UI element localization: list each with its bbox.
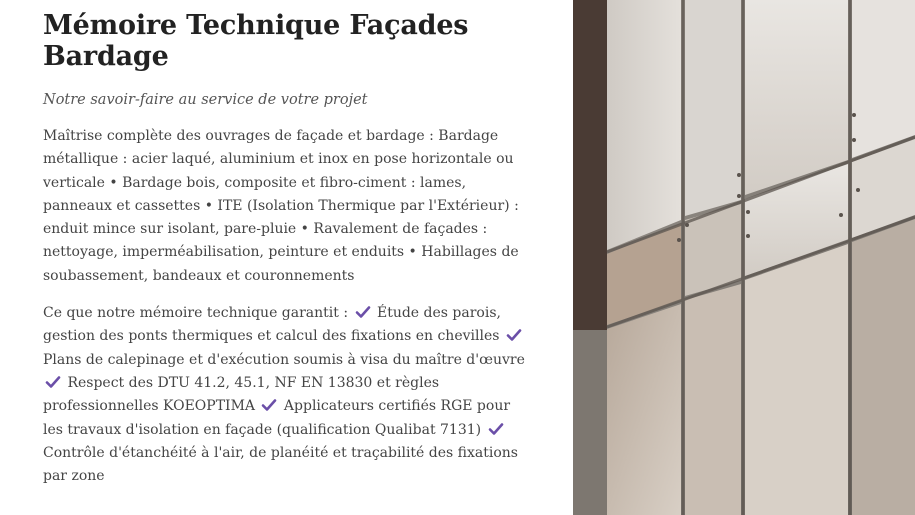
page-title: Mémoire Technique Façades Bardage (43, 10, 469, 72)
guarantee-item: Étude des parois, gestion des ponts thermiques et calcul des fixations en chevilles (43, 305, 501, 345)
page-subtitle: Notre savoir-faire au service de votre projet (43, 92, 368, 108)
guarantee-item: Plans de calepinage et d'exécution soumis à visa du maître d'œuvre (43, 351, 525, 368)
guarantees-intro: Ce que notre mémoire technique garantit : (43, 305, 349, 322)
check-icon (355, 305, 371, 319)
facade-photo (573, 0, 915, 515)
guarantee-item: Applicateurs certifiés RGE pour les travaux d'isolation en façade (qualification Qualibat 7131) (43, 398, 511, 438)
content-column (43, 10, 533, 488)
facade-photo-image (573, 0, 915, 515)
check-icon (506, 328, 522, 342)
check-icon (488, 422, 504, 436)
guarantee-item: Respect des DTU 41.2, 45.1, NF EN 13830 et règles professionnelles KOEOPTIMA (43, 374, 440, 415)
guarantee-item: Contrôle d'étanchéité à l'air, de planéité et traçabilité des fixations par zone (43, 444, 518, 485)
check-icon (45, 375, 61, 389)
expertise-paragraph: Maîtrise complète des ouvrages de façade et bardage : Bardage métallique : acier laqué, aluminium et inox en pose horizontale ou verticale • Bardage bois, composite et fibro-ciment : lames, panneaux et cassettes • ITE (Isolation Thermique par l'Extérieur) : enduit mince sur isolant, pare-pluie • Ravalement de façades : nettoyage, imperméabilisation, peinture et enduits • Habillages de soubassement, bandeaux et couronnements (43, 128, 519, 284)
check-icon (261, 398, 277, 412)
guarantees-paragraph (43, 302, 533, 488)
